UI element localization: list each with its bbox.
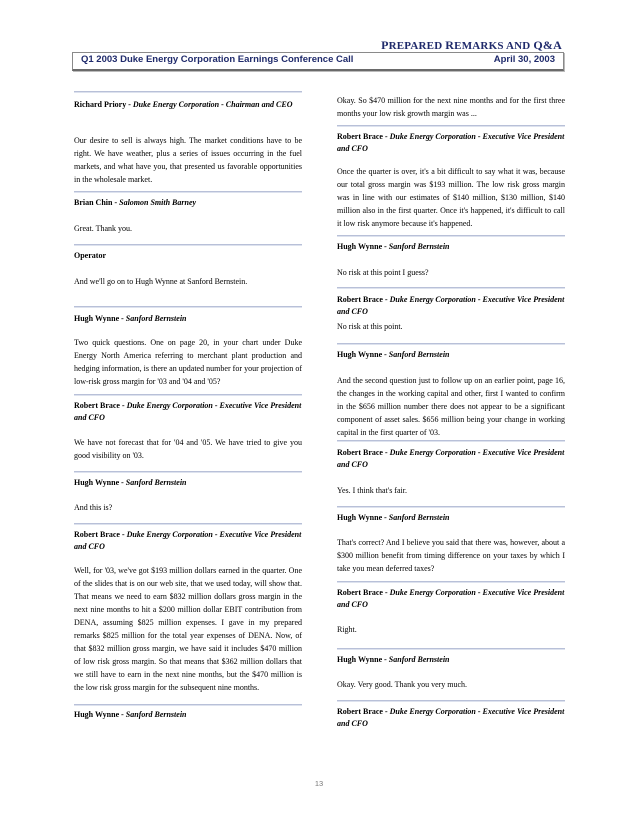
speaker-name: Robert Brace [74, 530, 120, 539]
divider [337, 343, 565, 344]
speaker-line [337, 131, 565, 155]
divider [74, 191, 302, 192]
transcript-text-block [74, 275, 302, 288]
speaker-name: Robert Brace [337, 448, 383, 457]
speaker-line [337, 706, 565, 730]
transcript-entry [337, 131, 565, 155]
speaker-affiliation: - Sanford Bernstein [384, 350, 450, 359]
speaker-name: Robert Brace [74, 401, 120, 410]
transcript-text: Okay. So $470 million for the next nine months and for the first three months your low risk growth margin was ... [337, 96, 565, 118]
speaker-line [74, 197, 302, 209]
divider [337, 287, 565, 288]
transcript-entry [337, 241, 565, 253]
divider [337, 581, 565, 582]
transcript-entry [74, 99, 302, 111]
transcript-entry [74, 400, 302, 424]
speaker-line [337, 654, 565, 666]
transcript-text: Yes. I think that's fair. [337, 486, 407, 495]
document-date: April 30, 2003 [493, 54, 555, 65]
divider [74, 244, 302, 245]
divider [74, 471, 302, 472]
document-title: Q1 2003 Duke Energy Corporation Earnings Conference Call [81, 54, 354, 65]
divider [74, 704, 302, 705]
speaker-affiliation: - Duke Energy Corporation - Executive Vice President and CFO [74, 530, 302, 551]
speaker-affiliation: - Duke Energy Corporation - Executive Vice President and CFO [337, 295, 565, 316]
speaker-name: Hugh Wynne [337, 242, 383, 251]
transcript-text-block [337, 623, 565, 636]
speaker-affiliation: - Sanford Bernstein [121, 478, 187, 487]
transcript-entry [337, 349, 565, 361]
speaker-line [337, 241, 565, 253]
speaker-name: Robert Brace [337, 707, 383, 716]
speaker-line [337, 512, 565, 524]
speaker-line [74, 529, 302, 553]
divider [337, 700, 565, 701]
transcript-entry [337, 294, 565, 318]
divider [74, 394, 302, 395]
transcript-text: And the second question just to follow up on an earlier point, page 16, the changes in the working capital and other, first I wanted to confirm in the $656 million number there does not appear to be a significant component of asset sales. $656 million being your change in working capital in the first quarter of '03. [337, 376, 565, 437]
divider [74, 91, 302, 92]
transcript-text-block [337, 536, 565, 575]
transcript-entry [337, 706, 565, 730]
transcript-entry [337, 587, 565, 611]
transcript-text-block [74, 436, 302, 462]
transcript-text-block [337, 678, 565, 691]
speaker-line [337, 447, 565, 471]
speaker-line [74, 400, 302, 424]
transcript-text-block [337, 374, 565, 439]
transcript-entry [74, 313, 302, 325]
transcript-text-block [74, 501, 302, 514]
speaker-line [74, 99, 302, 111]
transcript-text-block [74, 222, 302, 235]
transcript-text: We have not forecast that for '04 and '05. We have tried to give you good visibility on '03. [74, 438, 302, 460]
transcript-text-block [337, 94, 565, 120]
divider [337, 125, 565, 126]
transcript-text-block [337, 165, 565, 230]
speaker-affiliation: - Duke Energy Corporation - Executive Vice President and CFO [337, 448, 565, 469]
speaker-line [74, 313, 302, 325]
speaker-name: Hugh Wynne [337, 350, 383, 359]
speaker-line [74, 250, 302, 262]
speaker-name: Operator [74, 251, 106, 260]
speaker-line [337, 349, 565, 361]
transcript-entry [74, 197, 302, 209]
speaker-name: Robert Brace [337, 295, 383, 304]
transcript-text: That's correct? And I believe you said that there was, however, about a $300 million benefit from timing difference on your taxes by which I take you mean deferred taxes? [337, 538, 565, 573]
speaker-affiliation: - Duke Energy Corporation - Executive Vice President and CFO [74, 401, 302, 422]
divider [337, 648, 565, 649]
transcript-text-block [337, 320, 565, 333]
speaker-line [74, 477, 302, 489]
divider [337, 235, 565, 236]
transcript-text: And this is? [74, 503, 113, 512]
speaker-affiliation: - Duke Energy Corporation - Executive Vice President and CFO [337, 707, 565, 728]
transcript-entry [74, 709, 302, 721]
transcript-text-block [337, 484, 565, 497]
speaker-name: Robert Brace [337, 588, 383, 597]
transcript-text: Okay. Very good. Thank you very much. [337, 680, 468, 689]
speaker-name: Hugh Wynne [74, 478, 120, 487]
speaker-affiliation: - Sanford Bernstein [384, 655, 450, 664]
transcript-entry [337, 512, 565, 524]
speaker-affiliation: - Duke Energy Corporation - Chairman and CEO [128, 100, 293, 109]
speaker-name: Richard Priory [74, 100, 127, 109]
transcript-text-block [74, 336, 302, 388]
speaker-name: Brian Chin [74, 198, 113, 207]
speaker-line [74, 709, 302, 721]
transcript-text-block [337, 266, 565, 279]
transcript-text: Once the quarter is over, it's a bit difficult to say what it was, because our total gross margin was $193 million. The low risk gross margin was in line with our estimates of $140 million, $130 million, $140 million also in the first quarter. Once it's happened, it's difficult to call it low risk anymore because it's happened. [337, 167, 565, 228]
transcript-text: No risk at this point. [337, 322, 403, 331]
speaker-affiliation: - Sanford Bernstein [121, 710, 187, 719]
transcript-entry [74, 529, 302, 553]
divider [74, 523, 302, 524]
speaker-affiliation: - Duke Energy Corporation - Executive Vice President and CFO [337, 132, 565, 153]
transcript-text-block [74, 134, 302, 186]
speaker-affiliation: - Sanford Bernstein [384, 513, 450, 522]
divider [337, 440, 565, 441]
speaker-name: Hugh Wynne [337, 513, 383, 522]
transcript-text: Great. Thank you. [74, 224, 133, 233]
document-title-bar [72, 52, 564, 71]
speaker-name: Hugh Wynne [74, 314, 120, 323]
transcript-text: Two quick questions. One on page 20, in your chart under Duke Energy North America referring to merchant plant production and hedging information, is there an updated number for your projection of low-risk gross margin for '03 and '04 and '05? [74, 338, 302, 386]
transcript-text: Right. [337, 625, 357, 634]
transcript-entry [74, 250, 302, 262]
speaker-line [337, 587, 565, 611]
transcript-text: No risk at this point I guess? [337, 268, 429, 277]
transcript-entry [74, 477, 302, 489]
speaker-affiliation: - Duke Energy Corporation - Executive Vice President and CFO [337, 588, 565, 609]
speaker-affiliation: - Salomon Smith Barney [114, 198, 197, 207]
transcript-entry [337, 447, 565, 471]
transcript-entry [337, 654, 565, 666]
speaker-affiliation: - Sanford Bernstein [384, 242, 450, 251]
transcript-text: And we'll go on to Hugh Wynne at Sanford Bernstein. [74, 277, 248, 286]
divider [337, 506, 565, 507]
transcript-text: Well, for '03, we've got $193 million dollars earned in the quarter. One of the slides that is on our web site, that we used today, will show that. That means we need to earn $832 million dollars gross margin in the next nine months to hit a $200 million dollar EBIT contribution from DENA, assuming $825 million expenses. I gave in my prepared remarks $825 million for the total year expenses of DENA. Now, of that $832 million gross margin, we have said it includes $470 million of low risk gross margin. So that means that $362 million dollars that we still have to earn in the next nine months, but the $470 million is the low risk gross margin for the subsequent nine months. [74, 566, 302, 692]
speaker-affiliation: - Sanford Bernstein [121, 314, 187, 323]
section-label: PREPARED REMARKS AND Q&A [381, 38, 562, 52]
speaker-line [337, 294, 565, 318]
speaker-name: Hugh Wynne [337, 655, 383, 664]
speaker-name: Robert Brace [337, 132, 383, 141]
page-number: 13 [314, 779, 324, 788]
transcript-text-block [74, 564, 302, 694]
speaker-name: Hugh Wynne [74, 710, 120, 719]
transcript-text: Our desire to sell is always high. The market conditions have to be right. We have weather, plus a series of issues occurring in the fuel markets, and what have you, that presented us favorable opportunities in the wholesale market. [74, 136, 302, 184]
divider [74, 306, 302, 307]
